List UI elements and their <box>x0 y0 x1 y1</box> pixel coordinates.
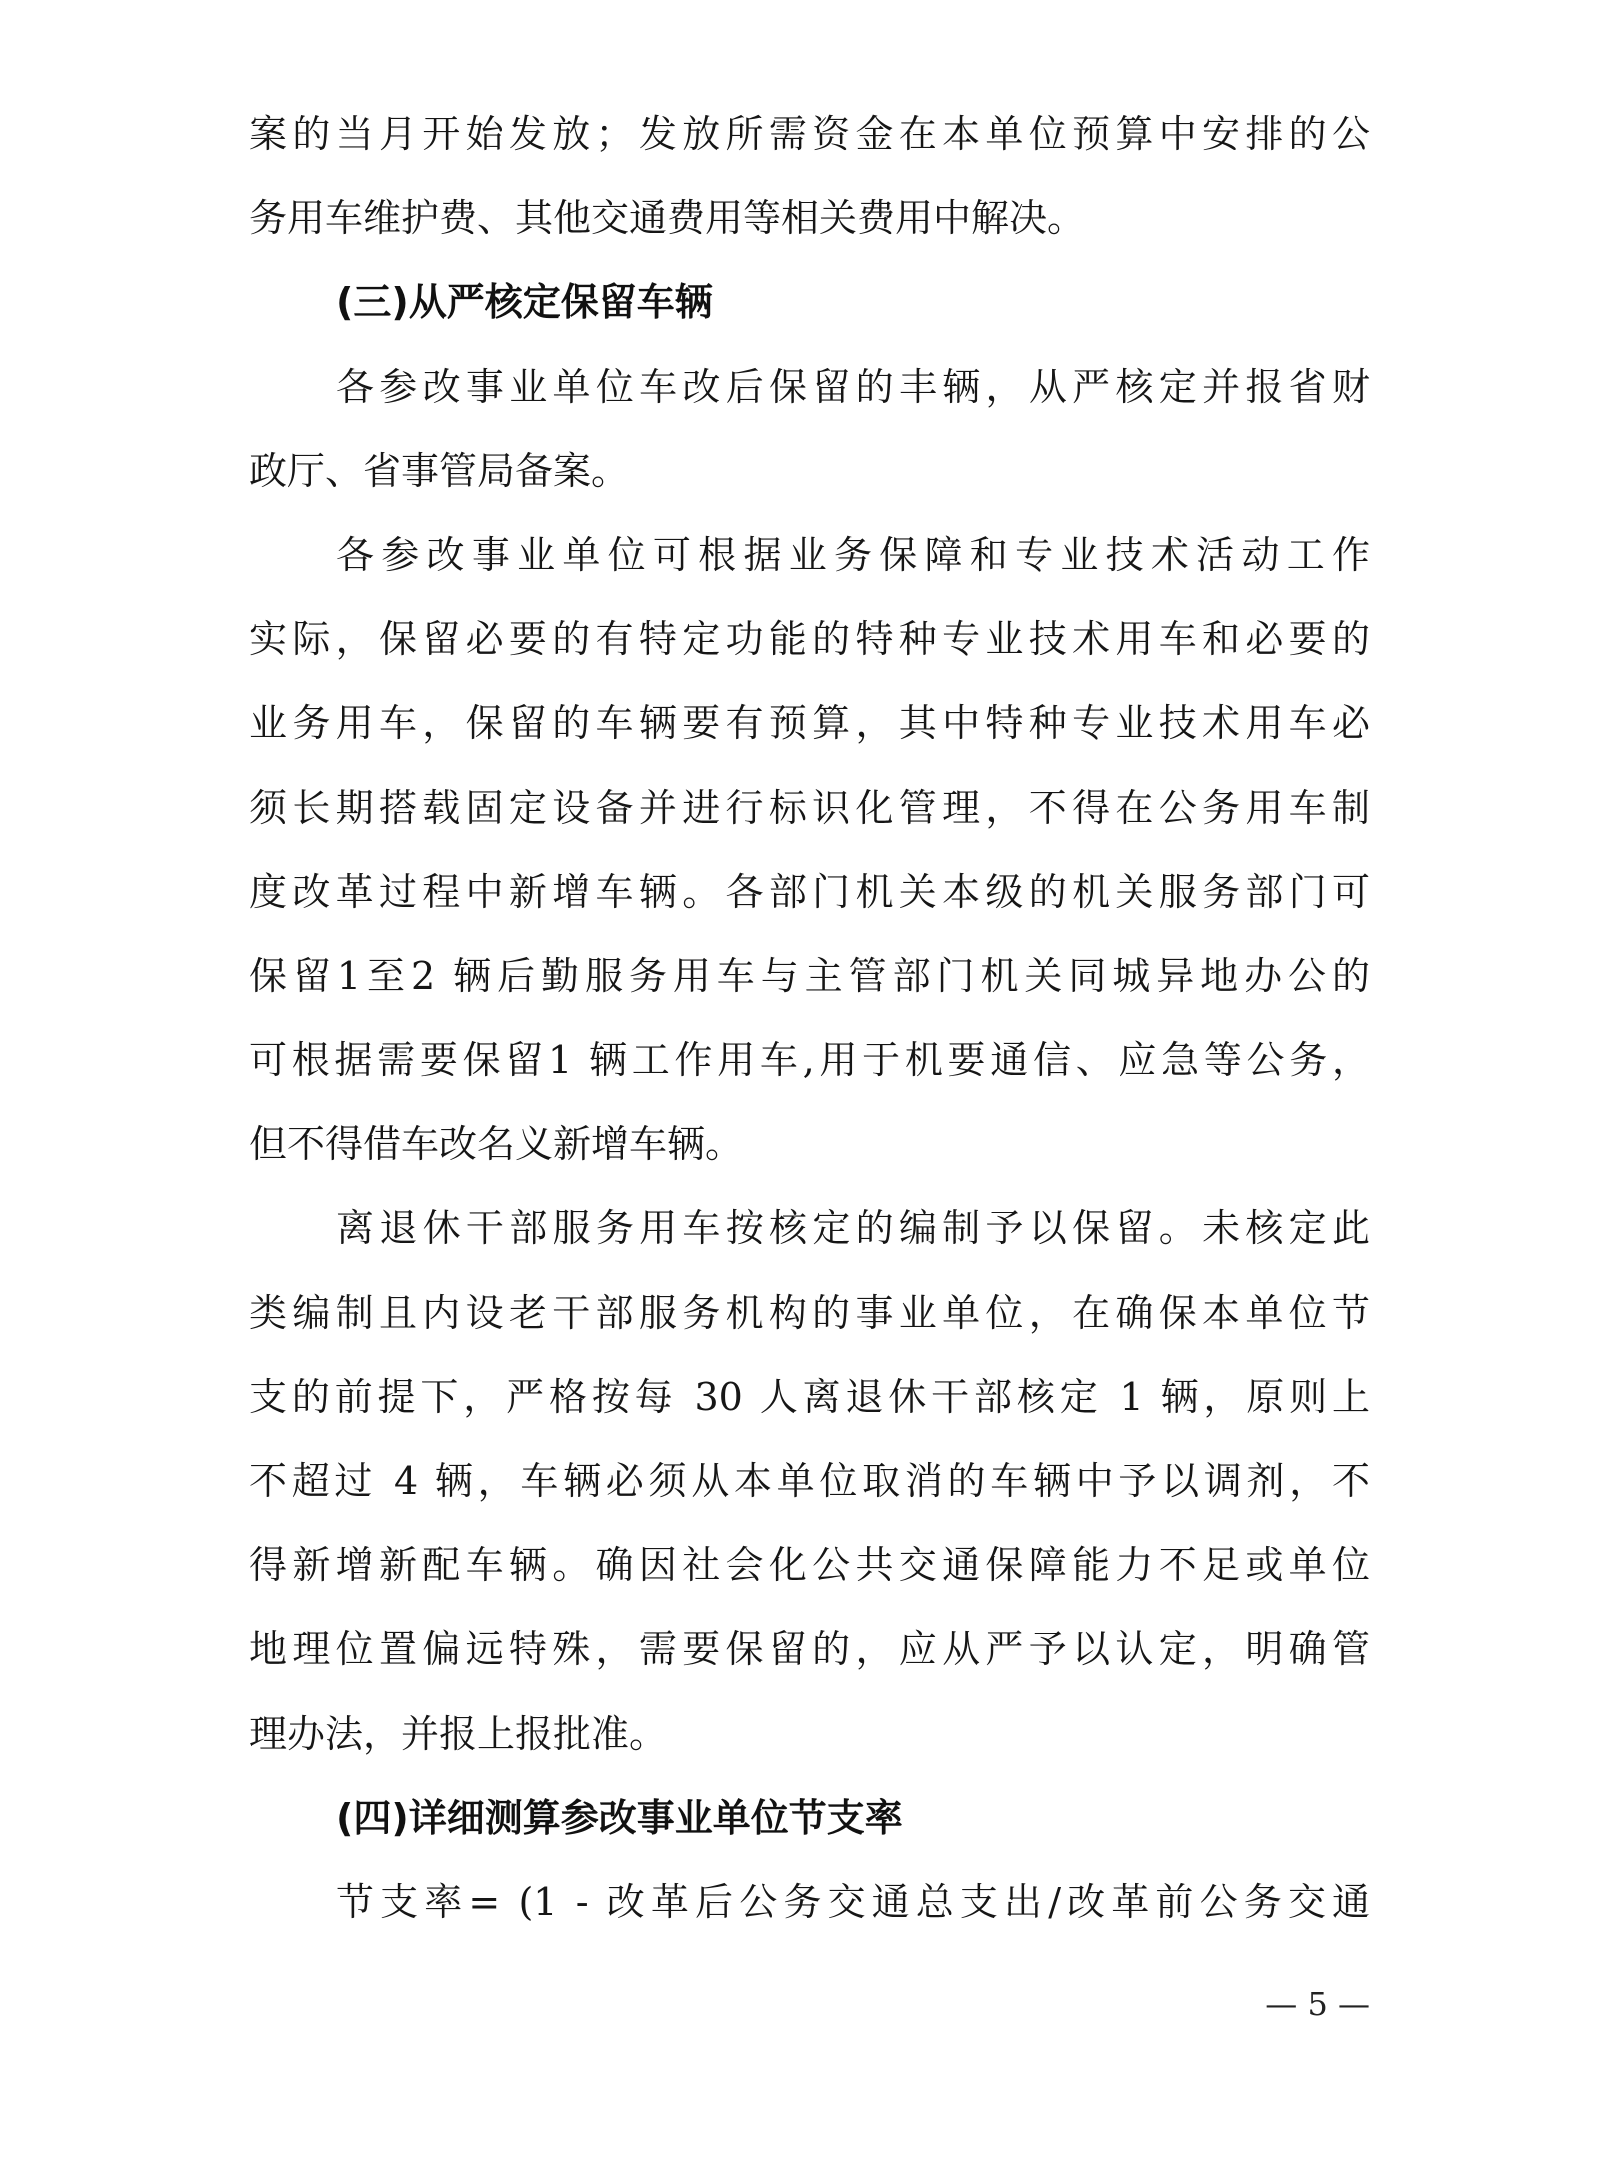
text-line: 理办法，并报上报批准。 <box>249 1711 668 1756</box>
text-line: 案的当月开始发放；发放所需资金在本单位预算中安排的公 <box>249 112 1370 156</box>
text-line: 度改革过程中新增车辆。各部门机关本级的机关服务部门可 <box>249 869 1370 914</box>
text-line: 可根据需要保留1 辆工作用车,用于机要通信、应急等公务， <box>249 1038 1370 1083</box>
text-line: 但不得借车改名义新增车辆。 <box>249 1122 744 1167</box>
text-line: 离退休干部服务用车按核定的编制予以保留。未核定此 <box>336 1206 1370 1251</box>
text-line: 政厅、省事管局备案。 <box>249 448 630 493</box>
text-line: 得新增新配车辆。确因社会化公共交通保障能力不足或单位 <box>249 1543 1370 1588</box>
text-line: 保留1至2 辆后勤服务用车与主管部门机关同城异地办公的 <box>249 953 1370 998</box>
document-body <box>249 92 1370 1944</box>
page-number: — 5 — <box>1265 1985 1370 2023</box>
text-line: 实际，保留必要的有特定功能的特种专业技术用车和必要的 <box>249 617 1370 662</box>
section-heading-4: (四)详细测算参改事业单位节支率 <box>336 1795 903 1840</box>
text-line: 类编制且内设老干部服务机构的事业单位，在确保本单位节 <box>249 1290 1370 1335</box>
text-line: 业务用车，保留的车辆要有预算，其中特种专业技术用车必 <box>249 701 1370 746</box>
text-line: 须长期搭载固定设备并进行标识化管理，不得在公务用车制 <box>249 785 1370 830</box>
text-line: 支的前提下，严格按每 30 人离退休干部核定 1 辆，原则上 <box>249 1374 1370 1419</box>
text-line: 务用车维护费、其他交通费用等相关费用中解决。 <box>249 196 1086 241</box>
text-line: 各参改事业单位车改后保留的丰辆，从严核定并报省财 <box>336 364 1370 409</box>
text-line: 各参改事业单位可根据业务保障和专业技术活动工作 <box>336 532 1370 577</box>
section-heading-3: (三)从严核定保留车辆 <box>336 280 713 325</box>
formula-line: 节支率= (1 - 改革后公务交通总支出/改革前公务交通 <box>336 1879 1370 1924</box>
text-line: 不超过 4 辆，车辆必须从本单位取消的车辆中予以调剂，不 <box>249 1459 1370 1503</box>
text-line: 地理位置偏远特殊，需要保留的，应从严予以认定，明确管 <box>249 1627 1370 1672</box>
